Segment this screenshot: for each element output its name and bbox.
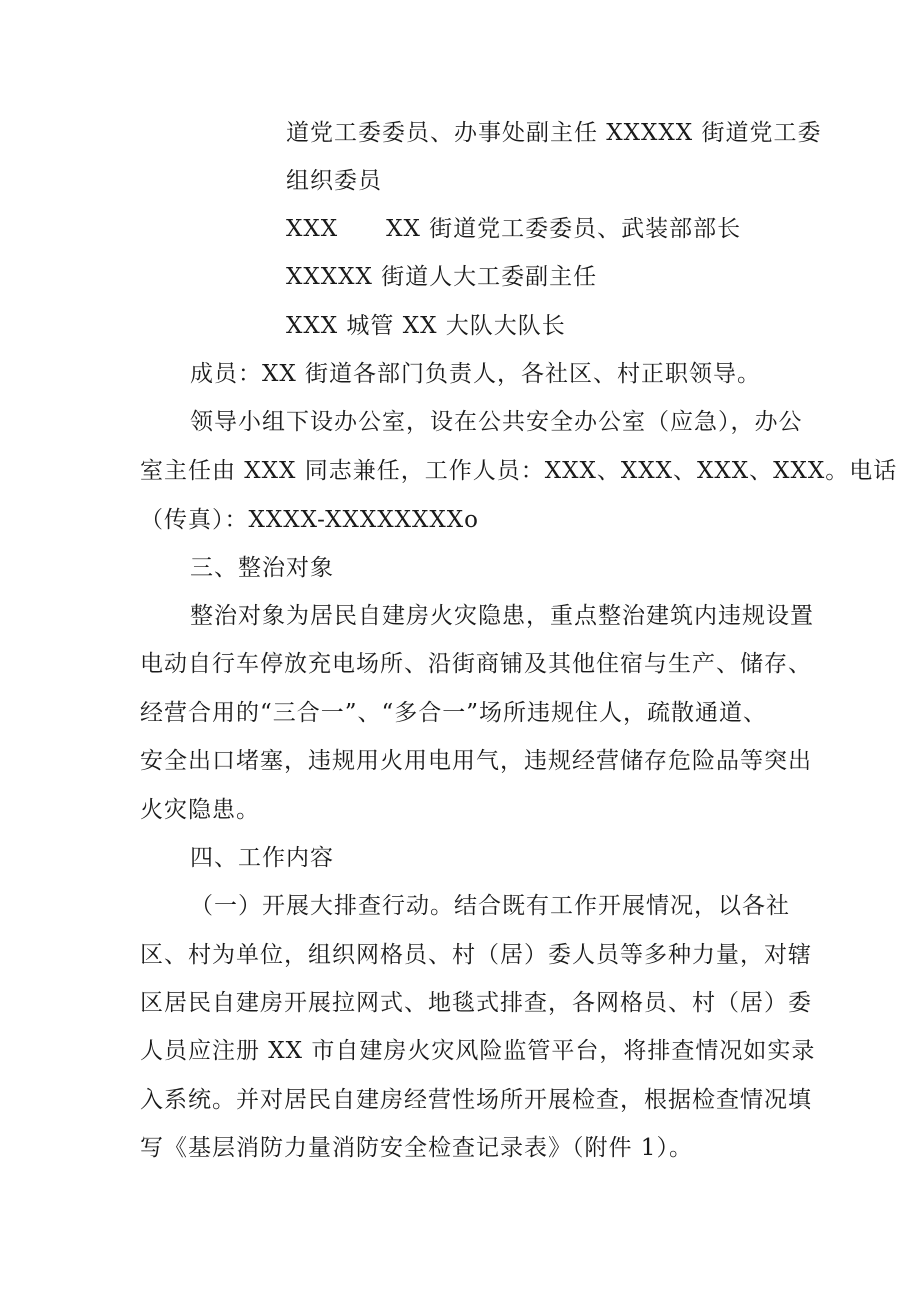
section4-line-2: 区、村为单位，组织网格员、村（居）委人员等多种力量，对辖 [140, 942, 812, 968]
office-line-2: 室主任由 XXX 同志兼任，工作人员：XXX、XXX、XXX、XXX。电话 [140, 458, 898, 484]
section4-heading: 四、工作内容 [190, 845, 334, 871]
members-line: 成员：XX 街道各部门负责人，各社区、村正职领导。 [190, 361, 762, 387]
section3-line-1: 整治对象为居民自建房火灾隐患，重点整治建筑内违规设置 [190, 603, 814, 629]
leader-line-1: 道党工委委员、办事处副主任 XXXXX 街道党工委 [286, 120, 822, 146]
section3-line-4: 安全出口堵塞，违规用火用电用气，违规经营储存危险品等突出 [140, 748, 812, 774]
section3-line-2: 电动自行车停放充电场所、沿街商铺及其他住宿与生产、储存、 [140, 651, 812, 677]
leader-line-3 [286, 214, 741, 244]
leader-name: XXX [286, 216, 339, 242]
section4-line-4: 人员应注册 XX 市自建房火灾风险监管平台，将排查情况如实录 [140, 1038, 816, 1064]
office-line-1: 领导小组下设办公室，设在公共安全办公室（应急），办公 [190, 409, 803, 435]
section3-line-5: 火灾隐患。 [140, 797, 260, 823]
section4-line-1: （一）开展大排查行动。结合既有工作开展情况，以各社 [190, 893, 790, 919]
leader-line-2: 组织委员 [286, 168, 382, 194]
section3-heading: 三、整治对象 [190, 555, 334, 581]
section4-line-5: 入系统。并对居民自建房经营性场所开展检查，根据检查情况填 [140, 1087, 812, 1113]
section4-line-3: 区居民自建房开展拉网式、地毯式排查，各网格员、村（居）委 [140, 990, 812, 1016]
leader-line-4: XXXXX 街道人大工委副主任 [286, 264, 598, 290]
section3-line-3: 经营合用的“三合一”、“多合一”场所违规住人，疏散通道、 [140, 700, 768, 726]
leader-title: XX 街道党工委委员、武装部部长 [386, 216, 742, 242]
section4-line-6: 写《基层消防力量消防安全检查记录表》（附件 1）。 [140, 1135, 693, 1161]
office-line-3: （传真）：XXXX-XXXXXXXXo [140, 507, 479, 533]
leader-line-5: XXX 城管 XX 大队大队长 [286, 313, 566, 339]
